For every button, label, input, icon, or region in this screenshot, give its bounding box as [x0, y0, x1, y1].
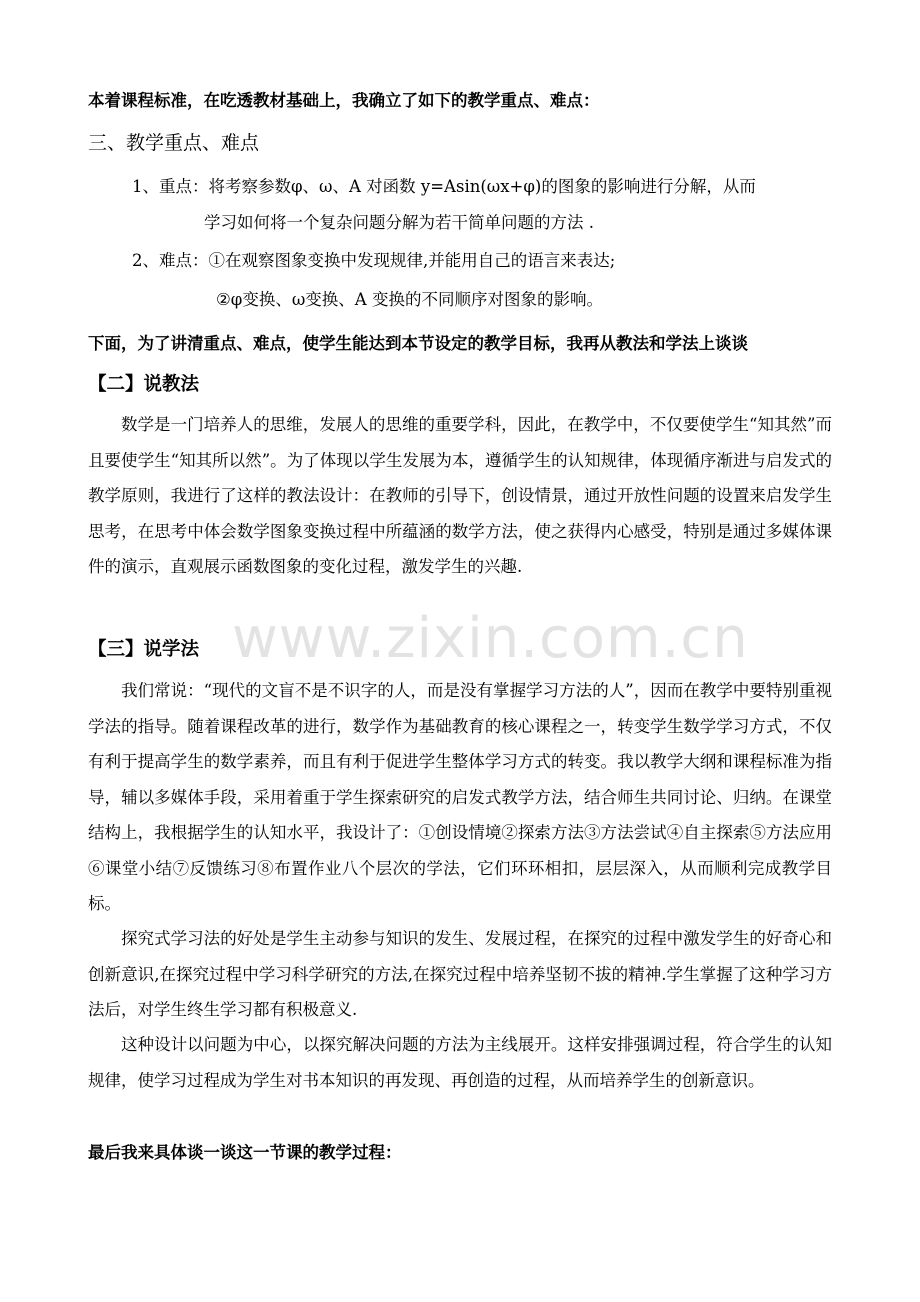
key-point-line-1 [132, 176, 756, 198]
learning-method-paragraph-3: 这种设计以问题为中心，以探究解决问题的方法为主线展开。这样安排强调过程，符合学生的认知规律，使学习过程成为学生对书本知识的再发现、再创造的过程，从而培养学生的创新意识。 [88, 1035, 832, 1090]
closing-line: 最后我来具体谈一谈这一节课的教学过程： [88, 1143, 402, 1162]
learning-method-paragraph-2: 探究式学习法的好处是学生主动参与知识的发生、发展过程，在探究的过程中激发学生的好奇心和创新意识,在探究过程中学习科学研究的方法,在探究过程中培养坚韧不拔的精神.学生掌握了这种学习方法后，对学生终生学习都有积极意义. [88, 929, 832, 1019]
key-point-text-1: 将考察参数φ、ω、A 对函数 y=Asin(ωx+φ)的图象的影响进行分解，从而 [208, 177, 756, 196]
difficulty-line-1 [132, 250, 615, 272]
key-point-line-2: 学习如何将一个复杂问题分解为若干简单问题的方法 . [204, 213, 594, 232]
intro-line: 本着课程标准，在吃透教材基础上，我确立了如下的教学重点、难点： [88, 91, 600, 110]
transition-line: 下面，为了讲清重点、难点，使学生能达到本节设定的教学目标，我再从教法和学法上谈谈 [88, 334, 748, 353]
learning-method-heading: 【三】说学法 [88, 639, 200, 660]
difficulty-text-1: ①在观察图象变换中发现规律,并能用自己的语言来表达; [208, 251, 616, 270]
learning-method-paragraph-1: 我们常说：“现代的文盲不是不识字的人，而是没有掌握学习方法的人”，因而在教学中要特别重视学法的指导。随着课程改革的进行，数学作为基础教育的核心课程之一，转变学生数学学习方式，不仅有利于提高学生的数学素养，而且有利于促进学生整体学习方式的转变。我以教学大纲和课程标准为指导，辅以多媒体手段，采用着重于学生探索研究的启发式教学方法，结合师生共同讨论、归纳。在课堂结构上，我根据学生的认知水平，我设计了：①创设情境②探索方法③方法尝试④自主探索⑤方法应用⑥课堂小结⑦反馈练习⑧布置作业八个层次的学法，它们环环相扣，层层深入，从而顺利完成教学目标。 [88, 681, 832, 913]
difficulty-label: 2、难点： [132, 251, 209, 270]
difficulty-line-2: ②φ变换、ω变换、A 变换的不同顺序对图象的影响。 [216, 290, 603, 309]
teaching-method-heading: 【二】说教法 [88, 374, 200, 395]
watermark: www.zixin.com.cn [232, 606, 749, 671]
section-three-title: 三、教学重点、难点 [88, 132, 260, 154]
key-point-label: 1、重点： [132, 177, 209, 196]
teaching-method-paragraph: 数学是一门培养人的思维，发展人的思维的重要学科，因此，在教学中，不仅要使学生“知其然”而且要使学生“知其所以然”。为了体现以学生发展为本，遵循学生的认知规律，体现循序渐进与启发式的教学原则，我进行了这样的教法设计：在教师的引导下，创设情景，通过开放性问题的设置来启发学生思考，在思考中体会数学图象变换过程中所蕴涵的数学方法，使之获得内心感受，特别是通过多媒体课件的演示，直观展示函数图象的变化过程，激发学生的兴趣. [88, 415, 832, 576]
